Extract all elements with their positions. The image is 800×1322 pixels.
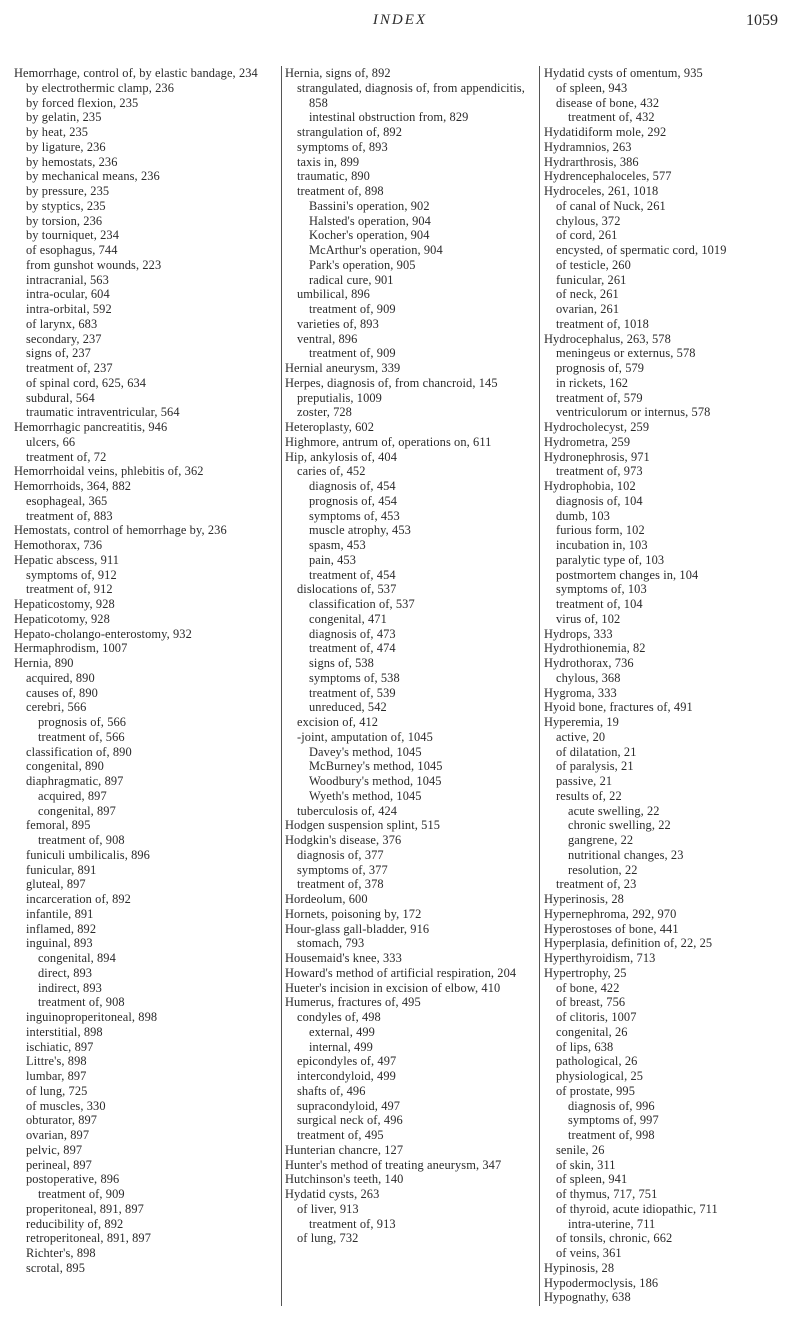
index-subentry: -joint, amputation of, 1045: [297, 729, 433, 744]
index-subentry: results of, 22: [556, 788, 622, 803]
index-entry: Hydronephrosis, 971: [544, 449, 650, 464]
index-entry: Hodgkin's disease, 376: [285, 833, 402, 847]
index-entry: Hydatid cysts of omentum, 935: [544, 66, 703, 80]
index-subentry: congenital, 26: [556, 1024, 628, 1039]
index-subentry: of spleen, 941: [556, 1172, 628, 1187]
index-subentry: treatment of, 909: [38, 1187, 125, 1201]
index-subentry: treatment of, 432: [568, 110, 655, 125]
index-subentry: of prostate, 995: [556, 1083, 636, 1098]
index-subentry: unreduced, 542: [309, 700, 387, 715]
index-columns: [0, 66, 800, 1316]
index-subentry: by hemostats, 236: [26, 154, 118, 169]
index-entry: Hour-glass gall-bladder, 916: [285, 921, 430, 936]
index-subentry: signs of, 538: [309, 656, 374, 670]
index-subentry: meningeus or externus, 578: [556, 346, 696, 361]
index-entry: Hydrops, 333: [544, 626, 613, 641]
index-subentry: stomach, 793: [297, 936, 365, 951]
index-entry: Hepato-cholango-enterostomy, 932: [14, 626, 192, 641]
index-entry: Hodgen suspension splint, 515: [285, 818, 441, 833]
index-entry: Howard's method of artificial respiration, 204: [285, 965, 517, 980]
index-subentry: postoperative, 896: [26, 1172, 120, 1187]
index-subentry: virus of, 102: [556, 611, 621, 626]
index-subentry: femoral, 895: [26, 818, 91, 833]
index-subentry: dumb, 103: [556, 508, 610, 523]
index-subentry: of spleen, 943: [556, 80, 628, 95]
index-subentry: treatment of, 23: [556, 877, 637, 892]
index-subentry: symptoms of, 453: [309, 508, 400, 523]
index-subentry: Halsted's operation, 904: [309, 213, 431, 228]
index-subentry: muscle atrophy, 453: [309, 523, 411, 538]
index-entry: Hydrencephaloceles, 577: [544, 169, 672, 184]
index-column-1: [14, 66, 270, 1316]
index-subentry: treatment of, 1018: [556, 316, 649, 331]
index-entry: Hyperemia, 19: [544, 715, 619, 729]
index-subentry: treatment of, 104: [556, 597, 643, 611]
index-subentry: physiological, 25: [556, 1069, 644, 1083]
index-entry: Hypinosis, 28: [544, 1260, 615, 1275]
index-subentry: classification of, 890: [26, 744, 132, 759]
index-column-3: [544, 66, 800, 1316]
index-entry: Hepaticotomy, 928: [14, 611, 110, 626]
index-entry: Hydatidiform mole, 292: [544, 125, 667, 139]
index-subentry: ischiatic, 897: [26, 1039, 94, 1054]
index-entry: Hemorrhagic pancreatitis, 946: [14, 420, 168, 434]
index-entry: Hemothorax, 736: [14, 538, 103, 552]
index-subentry: by ligature, 236: [26, 139, 106, 154]
index-entry: Hepatic abscess, 911: [14, 552, 120, 567]
index-subentry: treatment of, 909: [309, 346, 396, 361]
index-subentry: surgical neck of, 496: [297, 1113, 403, 1128]
index-entry: Hydrocholecyst, 259: [544, 420, 650, 434]
index-subentry: disease of bone, 432: [556, 95, 660, 110]
index-entry: Hepaticostomy, 928: [14, 597, 115, 611]
index-subentry: nutritional changes, 23: [568, 847, 684, 862]
index-subentry: esophageal, 365: [26, 493, 108, 508]
index-subentry: of muscles, 330: [26, 1098, 106, 1113]
index-subentry: external, 499: [309, 1024, 375, 1039]
index-subentry: treatment of, 898: [297, 184, 384, 198]
index-subentry: indirect, 893: [38, 980, 102, 995]
index-subentry: by pressure, 235: [26, 184, 110, 198]
index-subentry: treatment of, 913: [309, 1216, 396, 1231]
index-subentry: treatment of, 474: [309, 641, 396, 656]
index-subentry: zoster, 728: [297, 405, 352, 420]
index-subentry: from gunshot wounds, 223: [26, 257, 162, 272]
index-subentry: acute swelling, 22: [568, 803, 660, 818]
index-subentry: congenital, 890: [26, 759, 104, 774]
index-subentry: tuberculosis of, 424: [297, 803, 398, 818]
index-entry: Hypodermoclysis, 186: [544, 1275, 659, 1290]
index-subentry: caries of, 452: [297, 464, 366, 479]
index-subentry: varieties of, 893: [297, 316, 379, 331]
index-subentry: diagnosis of, 996: [568, 1098, 655, 1113]
index-subentry: classification of, 537: [309, 597, 415, 611]
index-subentry: McBurney's method, 1045: [309, 759, 443, 774]
index-subentry: of clitoris, 1007: [556, 1010, 637, 1024]
index-entry: Hydramnios, 263: [544, 139, 632, 154]
index-subentry: strangulation of, 892: [297, 125, 402, 139]
index-entry: Hypertrophy, 25: [544, 965, 627, 980]
index-subentry: by electrothermic clamp, 236: [26, 80, 174, 95]
index-entry: Hordeolum, 600: [285, 892, 368, 906]
index-subentry: of lung, 725: [26, 1083, 88, 1098]
index-subentry: of breast, 756: [556, 995, 626, 1010]
index-entry: Hydrophobia, 102: [544, 479, 636, 493]
index-subentry: shafts of, 496: [297, 1083, 366, 1098]
index-subentry: spasm, 453: [309, 538, 366, 552]
index-subentry: by mechanical means, 236: [26, 169, 160, 184]
index-entry: Hemorrhoidal veins, phlebitis of, 362: [14, 464, 204, 479]
index-entry: Hemorrhoids, 364, 882: [14, 479, 132, 493]
index-subentry: prognosis of, 566: [38, 715, 127, 729]
index-entry: Hyperinosis, 28: [544, 892, 624, 906]
index-subentry: pathological, 26: [556, 1054, 638, 1069]
index-subentry: gangrene, 22: [568, 833, 634, 847]
index-subentry: secondary, 237: [26, 331, 102, 346]
page-title: INDEX: [372, 12, 428, 28]
index-subentry: taxis in, 899: [297, 154, 360, 169]
index-entry: Hueter's incision in excision of elbow, 410: [285, 980, 501, 995]
index-subentry: diagnosis of, 473: [309, 626, 396, 641]
index-subentry: treatment of, 909: [309, 302, 396, 316]
index-subentry: signs of, 237: [26, 346, 91, 361]
index-subentry: active, 20: [556, 729, 606, 744]
index-subentry: of cord, 261: [556, 228, 618, 243]
index-subentry: senile, 26: [556, 1142, 605, 1157]
index-subentry: congenital, 894: [38, 951, 116, 965]
index-subentry: gluteal, 897: [26, 877, 86, 892]
index-subentry: of paralysis, 21: [556, 759, 634, 774]
index-subentry: diagnosis of, 104: [556, 493, 643, 508]
index-entry: Hunter's method of treating aneurysm, 347: [285, 1157, 502, 1172]
index-subentry: supracondyloid, 497: [297, 1098, 401, 1113]
index-subentry: of skin, 311: [556, 1157, 616, 1172]
index-subentry: interstitial, 898: [26, 1024, 103, 1039]
index-subentry: paralytic type of, 103: [556, 552, 665, 567]
index-subentry: of lips, 638: [556, 1039, 614, 1054]
index-subentry: of thymus, 717, 751: [556, 1187, 658, 1201]
index-subentry: Wyeth's method, 1045: [309, 788, 422, 803]
index-subentry: Richter's, 898: [26, 1246, 96, 1260]
index-subentry: funiculi umbilicalis, 896: [26, 847, 150, 862]
index-subentry: reducibility of, 892: [26, 1216, 124, 1231]
index-subentry: of lung, 732: [297, 1231, 359, 1246]
index-subentry: treatment of, 566: [38, 729, 125, 744]
index-subentry: symptoms of, 377: [297, 862, 388, 877]
index-subentry: treatment of, 72: [26, 449, 107, 464]
index-subentry: Woodbury's method, 1045: [309, 774, 442, 788]
index-entry: Hip, ankylosis of, 404: [285, 449, 397, 464]
index-subentry: Bassini's operation, 902: [309, 198, 430, 213]
index-subentry: encysted, of spermatic cord, 1019: [556, 243, 727, 257]
index-subentry: by gelatin, 235: [26, 110, 102, 125]
index-entry: Hyperthyroidism, 713: [544, 951, 656, 965]
index-subentry: diaphragmatic, 897: [26, 774, 124, 788]
index-subentry: of larynx, 683: [26, 316, 98, 331]
index-subentry: umbilical, 896: [297, 287, 370, 302]
index-subentry: intestinal obstruction from, 829: [309, 110, 469, 125]
index-subentry: of tonsils, chronic, 662: [556, 1231, 673, 1246]
index-subentry: subdural, 564: [26, 390, 95, 405]
index-subentry: congenital, 897: [38, 803, 116, 818]
index-entry: Hunterian chancre, 127: [285, 1142, 404, 1157]
index-subentry: symptoms of, 912: [26, 567, 117, 582]
running-head: [0, 10, 800, 40]
index-subentry: preputialis, 1009: [297, 390, 382, 405]
index-entry: Hydroceles, 261, 1018: [544, 184, 659, 198]
index-subentry: symptoms of, 538: [309, 670, 400, 685]
index-entry: Hyperplasia, definition of, 22, 25: [544, 936, 713, 951]
index-subentry: of canal of Nuck, 261: [556, 198, 666, 213]
index-entry: Hypernephroma, 292, 970: [544, 906, 677, 921]
index-subentry: funicular, 261: [556, 272, 627, 287]
index-entry: Hyoid bone, fractures of, 491: [544, 700, 693, 715]
index-subentry: lumbar, 897: [26, 1069, 87, 1083]
index-subentry: incarceration of, 892: [26, 892, 131, 906]
index-subentry: ventral, 896: [297, 331, 358, 346]
index-subentry: excision of, 412: [297, 715, 379, 729]
index-subentry: scrotal, 895: [26, 1260, 86, 1275]
index-subentry: ovarian, 897: [26, 1128, 90, 1142]
index-entry: Hyperostoses of bone, 441: [544, 921, 679, 936]
index-entry: Hutchinson's teeth, 140: [285, 1172, 404, 1187]
index-entry: Hernia, 890: [14, 656, 74, 670]
index-subentry: treatment of, 454: [309, 567, 396, 582]
index-entry: Heteroplasty, 602: [285, 420, 374, 434]
index-entry: Hydrometra, 259: [544, 434, 631, 449]
index-subentry: passive, 21: [556, 774, 613, 788]
index-entry: Hornets, poisoning by, 172: [285, 906, 422, 921]
index-subentry: intracranial, 563: [26, 272, 109, 287]
index-subentry: in rickets, 162: [556, 375, 629, 390]
index-subentry: chylous, 368: [556, 670, 621, 685]
index-entry: Hydatid cysts, 263: [285, 1187, 380, 1201]
index-subentry: treatment of, 912: [26, 582, 113, 597]
index-subentry: of liver, 913: [297, 1201, 359, 1216]
index-subentry: treatment of, 908: [38, 833, 125, 847]
index-entry: Hermaphrodism, 1007: [14, 641, 128, 656]
index-entry: Hypognathy, 638: [544, 1290, 631, 1305]
index-subentry: intra-uterine, 711: [568, 1216, 656, 1231]
index-subentry: perineal, 897: [26, 1157, 92, 1172]
index-subentry: by styptics, 235: [26, 198, 106, 213]
index-entry: Humerus, fractures of, 495: [285, 995, 421, 1010]
index-subentry: dislocations of, 537: [297, 582, 397, 597]
index-subentry: acquired, 897: [38, 788, 107, 803]
index-subentry: incubation in, 103: [556, 538, 648, 552]
index-subentry: ventriculorum or internus, 578: [556, 405, 711, 420]
index-subentry: treatment of, 998: [568, 1128, 655, 1142]
index-subentry: acquired, 890: [26, 670, 95, 685]
index-subentry: McArthur's operation, 904: [309, 243, 443, 257]
index-entry: Herpes, diagnosis of, from chancroid, 145: [285, 375, 498, 390]
index-subentry: Littre's, 898: [26, 1054, 87, 1069]
index-subentry: infantile, 891: [26, 906, 94, 921]
index-subentry: of bone, 422: [556, 980, 620, 995]
index-subentry: diagnosis of, 454: [309, 479, 396, 493]
index-subentry: prognosis of, 454: [309, 493, 398, 508]
index-subentry: diagnosis of, 377: [297, 847, 384, 862]
index-subentry: epicondyles of, 497: [297, 1054, 397, 1069]
index-subentry: by tourniquet, 234: [26, 228, 119, 243]
index-subentry: inguinal, 893: [26, 936, 93, 951]
index-entry: Housemaid's knee, 333: [285, 951, 402, 965]
index-subentry: symptoms of, 893: [297, 139, 388, 154]
index-entry: Hernia, signs of, 892: [285, 66, 391, 80]
index-subentry: traumatic, 890: [297, 169, 370, 184]
index-subentry: treatment of, 378: [297, 877, 384, 892]
index-subentry: of neck, 261: [556, 287, 619, 302]
index-subentry: congenital, 471: [309, 611, 387, 626]
index-entry: Highmore, antrum of, operations on, 611: [285, 434, 492, 449]
column-divider: [539, 66, 540, 1306]
index-subentry: treatment of, 973: [556, 464, 643, 479]
index-subentry: intra-orbital, 592: [26, 302, 112, 316]
index-entry: Hemorrhage, control of, by elastic bandage, 234: [14, 66, 258, 80]
index-subentry: pain, 453: [309, 552, 357, 567]
index-subentry: of esophagus, 744: [26, 243, 118, 257]
index-subentry: chylous, 372: [556, 213, 621, 228]
page-number: 1059: [746, 12, 778, 29]
index-subentry: traumatic intraventricular, 564: [26, 405, 180, 420]
index-subentry: chronic swelling, 22: [568, 818, 671, 833]
index-subentry: internal, 499: [309, 1039, 373, 1054]
index-subentry: radical cure, 901: [309, 272, 394, 287]
index-subentry: properitoneal, 891, 897: [26, 1201, 144, 1216]
index-subentry: of testicle, 260: [556, 257, 631, 272]
index-entry: Hemostats, control of hemorrhage by, 236: [14, 523, 227, 538]
index-entry: Hydrarthrosis, 386: [544, 154, 639, 169]
index-subentry: Davey's method, 1045: [309, 744, 422, 759]
index-subentry: by forced flexion, 235: [26, 95, 139, 110]
index-subentry: postmortem changes in, 104: [556, 567, 699, 582]
index-subentry: treatment of, 539: [309, 685, 396, 700]
index-subentry: strangulated, diagnosis of, from appendicitis, 858: [297, 80, 525, 110]
index-subentry: Park's operation, 905: [309, 257, 416, 272]
index-subentry: direct, 893: [38, 965, 93, 980]
index-subentry: resolution, 22: [568, 862, 638, 877]
index-subentry: ovarian, 261: [556, 302, 620, 316]
index-subentry: by torsion, 236: [26, 213, 103, 228]
index-subentry: Kocher's operation, 904: [309, 228, 430, 243]
index-subentry: treatment of, 908: [38, 995, 125, 1010]
index-subentry: cerebri, 566: [26, 700, 87, 715]
index-entry: Hernial aneurysm, 339: [285, 361, 401, 375]
index-subentry: symptoms of, 997: [568, 1113, 659, 1128]
index-entry: Hydrothionemia, 82: [544, 641, 646, 656]
index-subentry: pelvic, 897: [26, 1142, 83, 1157]
index-subentry: treatment of, 579: [556, 390, 643, 405]
index-subentry: of veins, 361: [556, 1246, 622, 1260]
index-subentry: retroperitoneal, 891, 897: [26, 1231, 151, 1246]
index-subentry: ulcers, 66: [26, 434, 76, 449]
index-entry: Hygroma, 333: [544, 685, 617, 700]
index-subentry: of dilatation, 21: [556, 744, 637, 759]
index-subentry: causes of, 890: [26, 685, 98, 700]
index-subentry: treatment of, 237: [26, 361, 113, 375]
index-subentry: treatment of, 883: [26, 508, 113, 523]
index-subentry: intercondyloid, 499: [297, 1069, 396, 1083]
index-subentry: obturator, 897: [26, 1113, 98, 1128]
index-entry: Hydrocephalus, 263, 578: [544, 331, 671, 346]
index-subentry: symptoms of, 103: [556, 582, 647, 597]
index-subentry: treatment of, 495: [297, 1128, 384, 1142]
index-subentry: by heat, 235: [26, 125, 89, 139]
index-entry: Hydrothorax, 736: [544, 656, 634, 670]
index-subentry: of thyroid, acute idiopathic, 711: [556, 1201, 718, 1216]
index-subentry: condyles of, 498: [297, 1010, 381, 1024]
index-subentry: prognosis of, 579: [556, 361, 645, 375]
index-subentry: inflamed, 892: [26, 921, 97, 936]
index-subentry: inguinoproperitoneal, 898: [26, 1010, 158, 1024]
column-divider: [281, 66, 282, 1306]
index-subentry: of spinal cord, 625, 634: [26, 375, 147, 390]
index-column-2: [285, 66, 541, 1316]
index-subentry: funicular, 891: [26, 862, 97, 877]
index-subentry: intra-ocular, 604: [26, 287, 110, 302]
index-subentry: furious form, 102: [556, 523, 645, 538]
